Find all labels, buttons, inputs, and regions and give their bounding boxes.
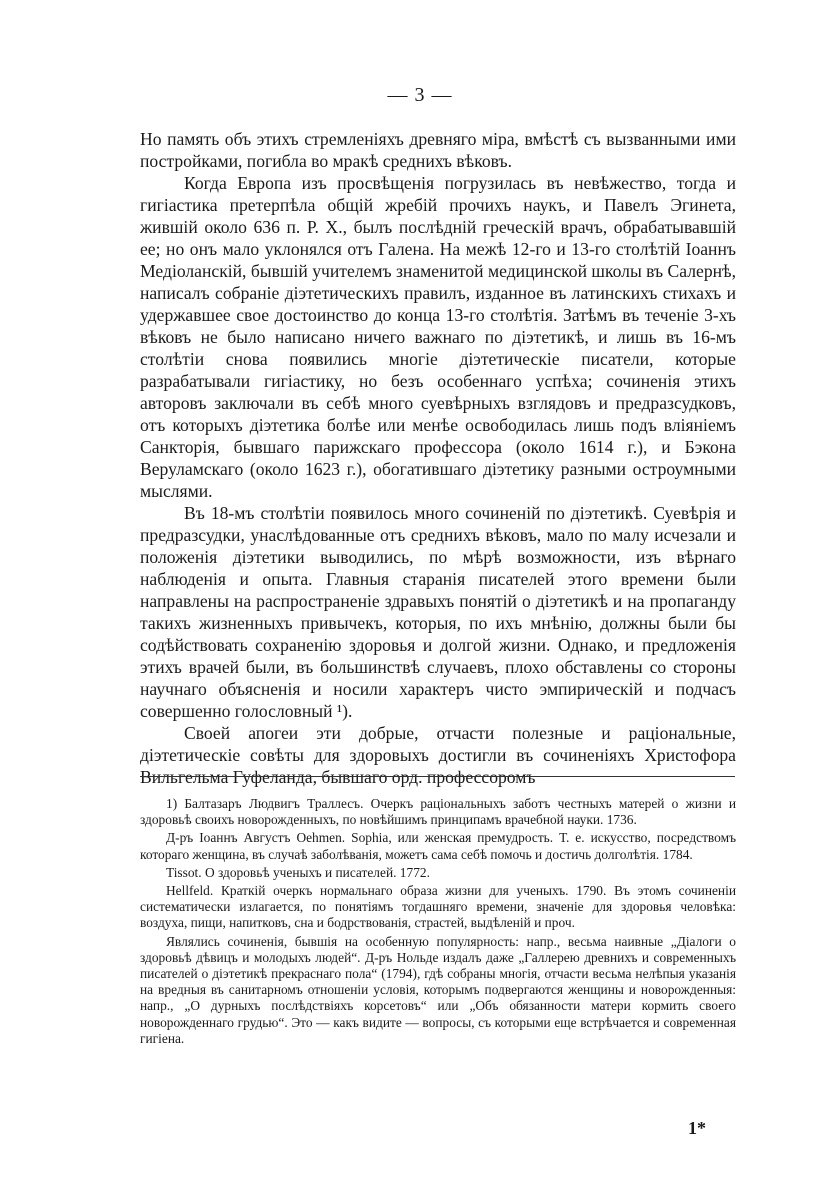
signature-mark: 1* <box>688 1118 706 1138</box>
paragraph: Когда Европа изъ просвѣщенія погрузилась въ невѣжество, тогда и гигіастика претерпѣла общій жребій прочихъ наукъ, и Павелъ Эгинета, жившій около 636 п. Р. Х., былъ послѣдній греческій врачъ, обрабатывавшій ее; но онъ мало уклонялся отъ Галена. На межѣ 12-го и 13-го столѣтій Іоаннъ Медіоланскій, бывшій учителемъ знаменитой медицинской школы въ Салернѣ, написалъ собраніе діэтетическихъ правилъ, изданное въ латинскихъ стихахъ и удержавшее свое достоинство до конца 13-го столѣтія. Затѣмъ въ теченіе 3-хъ вѣковъ не было написано ничего важнаго по діэтетикѣ, и лишь въ 16-мъ столѣтіи снова появились многіе діэтетическіе писатели, которые разрабатывали гигіастику, но безъ особеннаго успѣха; сочиненія этихъ авторовъ заключали въ себѣ много суевѣрныхъ взглядовъ и предразсудковъ, отъ которыхъ діэтетика болѣе или менѣе освободилась лишь подъ вліяніемъ Санкторія, бывшаго парижскаго профессора (около 1614 г.), и Бэкона Веруламскаго (около 1623 г.), обогатившаго діэтетику разными остроумными мыслями. <box>140 173 736 501</box>
footnote: Tissot. О здоровьѣ ученыхъ и писателей. 1772. <box>166 864 430 880</box>
paragraph: Въ 18-мъ столѣтіи появилось много сочиненій по діэтетикѣ. Суевѣрія и предразсудки, унаслѣдованные отъ среднихъ вѣковъ, мало по малу исчезали и положенія діэтетики выводились, по мѣрѣ возможности, изъ вѣрнаго наблюденія и опыта. Главныя старанія писателей этого времени были направлены на распространеніе здравыхъ понятій о діэтетикѣ и на пропаганду такихъ жизненныхъ привычекъ, которыя, по ихъ мнѣнію, должны были бы содѣйствовать сохраненію здоровья и долгой жизни. Однако, и предложенія этихъ врачей были, въ большинствѣ случаевъ, плохо обставлены со стороны научнаго объясненія и носили характеръ чисто эмпирическій и подчасъ совершенно голословный ¹). <box>140 503 736 721</box>
footnote: 1) Балтазаръ Людвигъ Траллесъ. Очеркъ раціональныхъ заботъ честныхъ матерей о жизни и здоровьѣ своихъ новорожденныхъ, по новѣйшимъ принципамъ врачебной науки. 1736. <box>140 796 736 828</box>
main-text <box>140 128 736 788</box>
footnote: Являлись сочиненія, бывшія на особенную популярность: напр., весьма наивные „Діалоги о здоровьѣ дѣвицъ и молодыхъ людей“. Д-ръ Нольде издалъ даже „Галлерею древнихъ и современныхъ писателей о діэтетикѣ прекраснаго пола“ (1794), гдѣ собраны многія, отчасти весьма нелѣпыя указанія на вредныя въ санитарномъ отношеніи условія, которымъ подвергаются женщины и новорожденныя: напр., „О дурныхъ послѣдствіяхъ корсетовъ“ или „Объ обязанности матери кормить своего новорожденнаго грудью“. Это — какъ видите — вопросы, съ которыми еще встрѣчается и современная гигіена. <box>140 933 736 1046</box>
page-number: — 3 — <box>387 84 453 106</box>
paragraph: Своей апогеи эти добрые, отчасти полезные и раціональные, діэтетическіе совѣты для здоровыхъ достигли въ сочиненіяхъ Христофора Вильгельма Гуфеланда, бывшаго орд. профессоромъ <box>140 723 736 787</box>
footnotes <box>140 796 736 1049</box>
footnote-divider <box>140 776 735 777</box>
footnote: Hellfeld. Краткій очеркъ нормальнаго образа жизни для ученыхъ. 1790. Въ этомъ сочиненіи систематически излагается, по понятіямъ тогдашняго времени, значеніе для здоровья человѣка: воздуха, пищи, напитковъ, сна и бодрствованія, страстей, выдѣленій и проч. <box>140 883 736 931</box>
footnote: Д-ръ Іоаннъ Августъ Oehmen. Sophia, или женская премудрость. Т. е. искусство, посредствомъ котораго женщина, въ случаѣ заболѣванія, можетъ сама себѣ помочь и достичь долголѣтія. 1784. <box>140 830 736 862</box>
paragraph: Но память объ этихъ стремленіяхъ древняго міра, вмѣстѣ съ вызванными ими постройками, погибла во мракѣ среднихъ вѣковъ. <box>140 129 736 171</box>
